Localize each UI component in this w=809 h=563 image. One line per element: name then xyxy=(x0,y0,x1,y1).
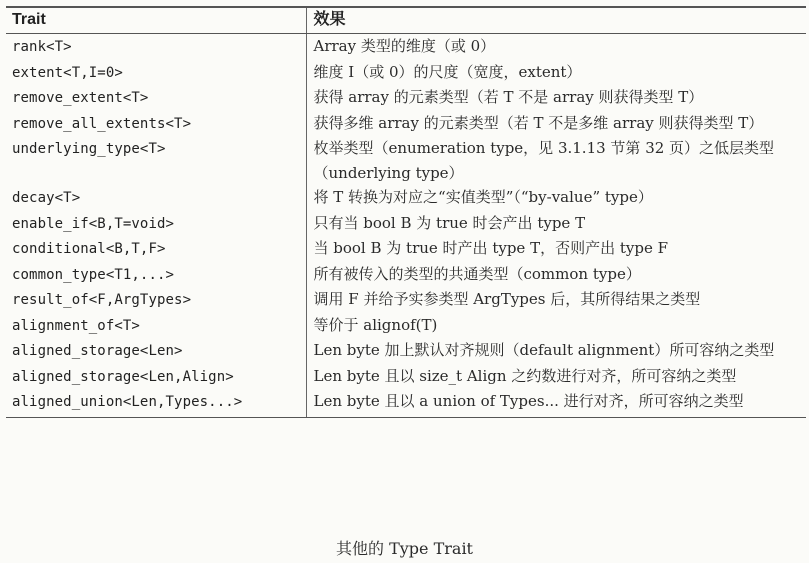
table-row xyxy=(6,313,806,339)
trait-effect: 枚举类型（enumeration type，见 3.1.13 节第 32 页）之低层类型（underlying type） xyxy=(306,136,806,185)
table-row xyxy=(6,60,806,86)
trait-name: common_type<T1,...> xyxy=(12,266,175,283)
trait-name: aligned_union<Len,Types...> xyxy=(6,389,306,417)
trait-name: rank<T> xyxy=(12,39,72,55)
type-trait-table xyxy=(6,6,806,418)
trait-effect: 当 bool B 为 true 时产出 type T，否则产出 type F xyxy=(306,236,806,262)
table-row xyxy=(6,364,806,390)
trait-name: remove_extent<T> xyxy=(12,90,149,106)
trait-effect: 只有当 bool B 为 true 时会产出 type T xyxy=(306,211,806,237)
trait-effect: Len byte 且以 a union of Types... 进行对齐，所可容纳之类型 xyxy=(306,389,806,417)
trait-effect: 获得 array 的元素类型（若 T 不是 array 则获得类型 T） xyxy=(306,85,806,111)
trait-effect: 等价于 alignof(T) xyxy=(306,313,806,339)
trait-effect: 将 T 转换为对应之“实值类型”（“by-value” type） xyxy=(306,185,806,211)
trait-name: remove_all_extents<T> xyxy=(12,115,192,132)
trait-name: enable_if<B,T=void> xyxy=(12,215,175,232)
trait-name: result_of<F,ArgTypes> xyxy=(12,292,192,308)
column-header-trait: Trait xyxy=(6,7,306,34)
trait-name: alignment_of<T> xyxy=(12,317,140,334)
trait-effect: 维度 I（或 0）的尺度（宽度，extent） xyxy=(306,60,806,86)
table-row xyxy=(6,136,806,185)
trait-effect: Len byte 且以 size_t Align 之约数进行对齐，所可容纳之类型 xyxy=(306,364,806,390)
column-header-effect: 效果 xyxy=(306,7,806,34)
trait-name: extent<T,I=0> xyxy=(12,64,123,81)
trait-effect: Len byte 加上默认对齐规则（default alignment）所可容纳之类型 xyxy=(306,338,806,364)
trait-effect: Array 类型的维度（或 0） xyxy=(306,34,806,60)
trait-effect: 所有被传入的类型的共通类型（common type） xyxy=(306,262,806,288)
table-row xyxy=(6,287,806,313)
table-row xyxy=(6,111,806,137)
table-header-row xyxy=(6,7,806,34)
table-row xyxy=(6,262,806,288)
table-row xyxy=(6,85,806,111)
trait-name: underlying_type<T> xyxy=(12,141,166,157)
trait-name: conditional<B,T,F> xyxy=(12,241,166,257)
table-caption: 其他的 Type Trait xyxy=(335,539,473,558)
trait-name: aligned_storage<Len> xyxy=(12,343,183,359)
table-row xyxy=(6,211,806,237)
trait-name: aligned_storage<Len,Align> xyxy=(12,368,234,385)
table-row xyxy=(6,338,806,364)
trait-effect: 获得多维 array 的元素类型（若 T 不是多维 array 则获得类型 T） xyxy=(306,111,806,137)
table-row xyxy=(6,236,806,262)
trait-name: decay<T> xyxy=(12,190,81,206)
table-row xyxy=(6,389,806,417)
trait-effect: 调用 F 并给予实参类型 ArgTypes 后，其所得结果之类型 xyxy=(306,287,806,313)
table-row xyxy=(6,185,806,211)
table-row xyxy=(6,34,806,60)
